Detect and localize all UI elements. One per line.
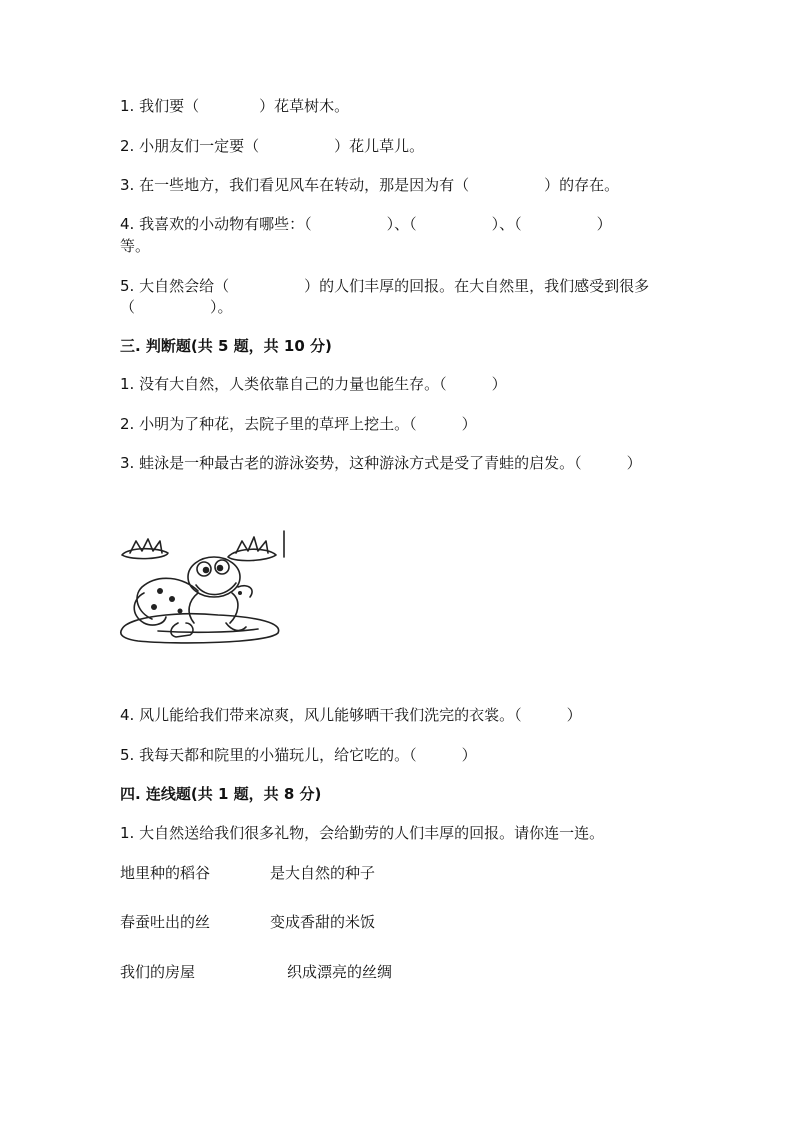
match-heading: 四. 连线题(共 1 题，共 8 分) xyxy=(120,785,322,803)
judge-q2: 2. 小明为了种花，去院子里的草坪上挖土。（ ） xyxy=(120,415,477,433)
match-left-item: 地里种的稻谷 xyxy=(120,864,211,882)
fill-blank-q2: 2. 小朋友们一定要（ ）花儿草儿。 xyxy=(120,137,425,155)
fill-blank-q4-line1: 4. 我喜欢的小动物有哪些：（ ）、（ ）、（ ） xyxy=(120,215,612,233)
judge-heading: 三. 判断题(共 5 题，共 10 分) xyxy=(120,337,332,355)
match-right-item: 织成漂亮的丝绸 xyxy=(287,963,393,981)
match-right-item: 是大自然的种子 xyxy=(270,864,376,882)
match-right-item: 变成香甜的米饭 xyxy=(270,913,376,931)
fill-blank-q3: 3. 在一些地方，我们看见风车在转动，那是因为有（ ）的存在。 xyxy=(120,176,620,194)
frog-on-lily-pad-image xyxy=(118,527,290,647)
judge-q5: 5. 我每天都和院里的小猫玩儿，给它吃的。（ ） xyxy=(120,746,477,764)
fill-blank-q4-line2: 等。 xyxy=(120,237,151,255)
match-left-item: 春蚕吐出的丝 xyxy=(120,913,211,931)
match-q1: 1. 大自然送给我们很多礼物，会给勤劳的人们丰厚的回报。请你连一连。 xyxy=(120,824,605,842)
judge-q3: 3. 蛙泳是一种最古老的游泳姿势，这种游泳方式是受了青蛙的启发。（ ） xyxy=(120,454,642,472)
judge-q1: 1. 没有大自然，人类依靠自己的力量也能生存。（ ） xyxy=(120,375,507,393)
fill-blank-q5-line2: （ ）。 xyxy=(120,298,233,316)
judge-q4: 4. 风儿能给我们带来凉爽，风儿能够晒干我们洗完的衣裳。（ ） xyxy=(120,706,582,724)
fill-blank-q1: 1. 我们要（ ）花草树木。 xyxy=(120,97,350,115)
match-left-item: 我们的房屋 xyxy=(120,963,196,981)
fill-blank-q5-line1: 5. 大自然会给（ ）的人们丰厚的回报。在大自然里，我们感受到很多 xyxy=(120,277,650,295)
